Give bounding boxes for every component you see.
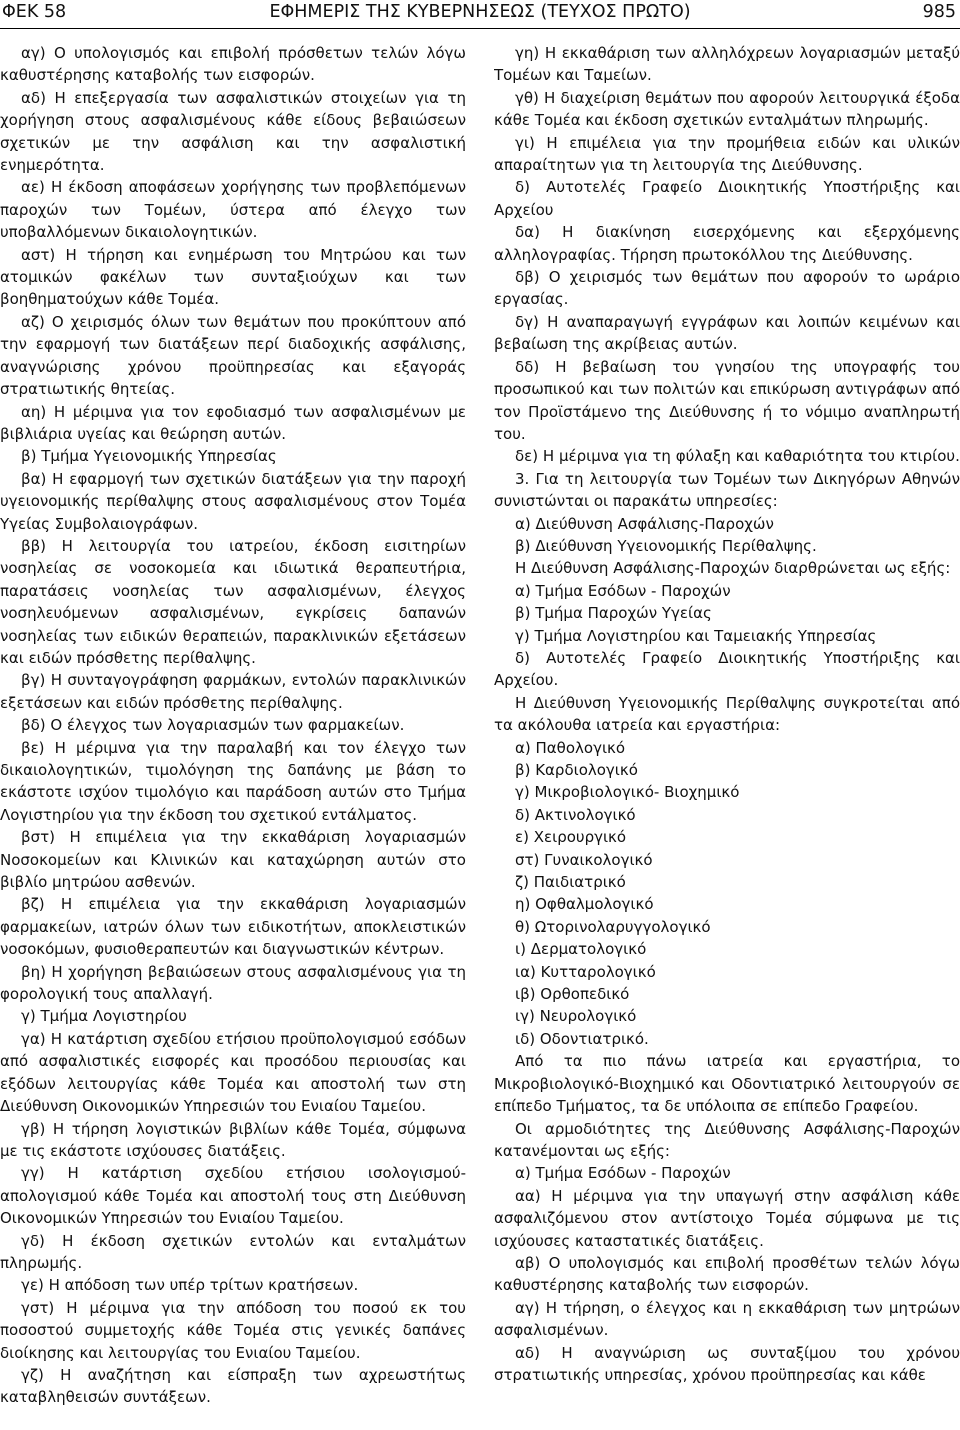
paragraph: β) Τμήμα Παροχών Υγείας <box>515 604 712 623</box>
paragraph: βα) Η εφαρμογή των σχετικών διατάξεων για την παροχή υγειονομικής περίθαλψης στους ασφαλισμένους στον Τομέα Υγείας Συμβολαιογράφων. <box>0 469 466 533</box>
paragraph: γστ) Η μέριμνα για την απόδοση του ποσού εκ του ποσοστού συμμετοχής κάθε Τομέα στις γενικές δαπάνες διοίκησης και λειτουργίας του Ενιαίου Ταμείου. <box>0 1298 466 1362</box>
paragraph: β) Διεύθυνση Υγειονομικής Περίθαλψης. <box>515 536 817 555</box>
paragraph: αζ) Ο χειρισμός όλων των θεμάτων που προκύπτουν από την εφαρμογή των διατάξεων περί διαδοχικής ασφάλισης, αναγνώρισης χρόνου προϋπηρεσίας και εξαγοράς στρατιωτικής θητείας. <box>0 312 466 399</box>
paragraph: γ) Μικροβιολογικό- Βιοχημικό <box>515 783 740 802</box>
paragraph: Οι αρμοδιότητες της Διεύθυνσης Ασφάλισης-Παροχών κατανέμονται ως εξής: <box>494 1119 960 1160</box>
paragraph: γδ) Η έκδοση σχετικών εντολών και ενταλμάτων πληρωμής. <box>0 1231 466 1272</box>
paragraph: ι) Δερματολογικό <box>515 940 647 959</box>
paragraph: βγ) Η συνταγογράφηση φαρμάκων, εντολών παρακλινικών εξετάσεων και ειδών πρόσθετης περίθαλψης. <box>0 671 466 712</box>
paragraph: αδ) Η αναγνώριση ως συνταξίμου του χρόνου στρατιωτικής υπηρεσίας, χρόνου προϋπηρεσίας και κάθε <box>494 1343 960 1384</box>
paragraph: αε) Η έκδοση αποφάσεων χορήγησης των προβλεπόμενων παροχών των Τομέων, ύστερα από έλεγχο των υποβαλλόμενων δικαιολογητικών. <box>0 178 466 242</box>
left-column <box>0 42 466 1427</box>
paragraph: β) Τμήμα Υγειονομικής Υπηρεσίας <box>21 447 277 466</box>
paragraph: ιδ) Οδοντιατρικό. <box>515 1029 649 1048</box>
paragraph: γι) Η επιμέλεια για την προμήθεια ειδών και υλικών απαραίτητων για τη λειτουργία της Διεύθυνσης. <box>494 133 960 175</box>
paragraph: Η Διεύθυνση Ασφάλισης-Παροχών διαρθρώνεται ως εξής: <box>515 559 951 578</box>
paragraph: αγ) Ο υπολογισμός και επιβολή πρόσθετων τελών λόγω καθυστέρησης καταβολής των εισφορών. <box>0 44 466 85</box>
paragraph: ββ) Η λειτουργία του ιατρείου, έκδοση εισιτηρίων νοσηλείας σε νοσοκομεία και ιδιωτικά θεραπευτήρια, παρατάσεις νοσηλείας των ασφαλισμένων, έλεγχος νοσηλευόμενων ασφαλισμένων, εγκρίσεις δαπανών νοσηλείας των ειδικών θεραπειών, παρακλινικών εξετάσεων και ειδών πρόσθετης περίθαλψης. <box>0 536 466 667</box>
paragraph: αστ) Η τήρηση και ενημέρωση του Μητρώου και των ατομικών φακέλων των συνταξιούχων και των βοηθηματούχων κάθε Τομέα. <box>0 245 466 309</box>
paragraph: στ) Γυναικολογικό <box>515 850 653 869</box>
paragraph: α) Παθολογικό <box>515 738 626 757</box>
paragraph: 3. Για τη λειτουργία των Τομέων των Δικηγόρων Αθηνών συνιστώνται οι παρακάτω υπηρεσίες: <box>494 469 960 511</box>
paragraph: θ) Ωτορινολαρυγγολογικό <box>515 917 711 936</box>
paragraph: δα) Η διακίνηση εισερχόμενης και εξερχόμενης αλληλογραφίας. Τήρηση πρωτοκόλλου της Διεύθυνσης. <box>494 223 960 264</box>
gazette-title: ΕΦΗΜΕΡΙΣ ΤΗΣ ΚΥΒΕΡΝΗΣΕΩΣ (ΤΕΥΧΟΣ ΠΡΩΤΟ) <box>269 2 691 22</box>
paragraph: δγ) Η αναπαραγωγή εγγράφων και λοιπών κειμένων και βεβαίωση της ακρίβειας αυτών. <box>494 312 960 354</box>
paragraph: αη) Η μέριμνα για τον εφοδιασμό των ασφαλισμένων με βιβλιάρια υγείας και θεώρηση αυτών. <box>0 402 466 443</box>
paragraph: βε) Η μέριμνα για την παραλαβή και τον έλεγχο των δικαιολογητικών, τιμολόγηση της δαπάνης με βάση το εκάστοτε ισχύον τιμολόγιο και παράδοση αυτών στο Τμήμα Λογιστηρίου για την έκδοση του σχετικού εντάλματος. <box>0 738 466 824</box>
paragraph: β) Καρδιολογικό <box>515 761 638 779</box>
paragraph: γζ) Η αναζήτηση και είσπραξη των αχρεωστήτως καταβληθεισών συντάξεων. <box>0 1365 466 1407</box>
paragraph: γα) Η κατάρτιση σχεδίου ετήσιου προϋπολογισμού εσόδων από ασφαλιστικές εισφορές και προσόδου περιουσίας και εξόδων λειτουργίας κάθε Τομέα και αποστολή των στη Διεύθυνση Οικονομικών Υπηρεσιών του Ενιαίου Ταμείου. <box>0 1029 466 1116</box>
paragraph: δδ) Η βεβαίωση του γνησίου της υπογραφής του προσωπικού και των πολιτών και επικύρωση αντιγράφων από τον Προϊστάμενο της Διεύθυνσης ή το νόμιμο αναπληρωτή του. <box>494 357 960 443</box>
paragraph: βστ) Η επιμέλεια για την εκκαθάριση λογαριασμών Νοσοκομείων και Κλινικών και καταχώρηση αυτών στο βιβλίο μητρώου ασθενών. <box>0 828 466 892</box>
paragraph: αδ) Η επεξεργασία των ασφαλιστικών στοιχείων για τη χορήγηση στους ασφαλισμένους κάθε είδους βεβαιώσεων σχετικών με την ασφάλιση και την ασφαλιστική ενημερότητα. <box>0 88 466 175</box>
paragraph: ιβ) Ορθοπεδικό <box>515 985 630 1004</box>
issue-number: ΦΕΚ 58 <box>2 2 67 22</box>
paragraph: δε) Η μέριμνα για τη φύλαξη και καθαριότητα του κτιρίου. <box>515 447 960 466</box>
paragraph: δ) Ακτινολογικό <box>515 805 636 824</box>
paragraph: βδ) Ο έλεγχος των λογαριασμών των φαρμακείων. <box>21 716 405 735</box>
paragraph: γε) Η απόδοση των υπέρ τρίτων κρατήσεων. <box>21 1276 359 1295</box>
paragraph: γη) Η εκκαθάριση των αλληλόχρεων λογαριασμών μεταξύ Τομέων και Ταμείων. <box>494 44 960 85</box>
paragraph: ια) Κυτταρολογικό <box>515 962 656 981</box>
page-header <box>0 0 960 30</box>
paragraph: γθ) Η διαχείριση θεμάτων που αφορούν λειτουργικά έξοδα κάθε Τομέα και έκδοση σχετικών ενταλμάτων πληρωμής. <box>494 88 960 130</box>
paragraph: δ) Αυτοτελές Γραφείο Διοικητικής Υποστήριξης και Αρχείου <box>494 178 960 219</box>
paragraph: βζ) Η επιμέλεια για την εκκαθάριση λογαριασμών φαρμακείων, ιατρών όλων των ειδικοτήτων, αποκλειστικών νοσοκόμων, φυσιοθεραπευτών και διαγνωστικών κέντρων. <box>0 895 466 959</box>
paragraph: δβ) Ο χειρισμός των θεμάτων που αφορούν το ωράριο εργασίας. <box>494 268 960 309</box>
paragraph: γ) Τμήμα Λογιστηρίου <box>21 1007 187 1026</box>
paragraph: α) Τμήμα Εσόδων - Παροχών <box>515 1164 731 1183</box>
header-rule <box>0 28 960 29</box>
paragraph: α) Διεύθυνση Ασφάλισης-Παροχών <box>515 514 774 533</box>
paragraph: αγ) Η τήρηση, ο έλεγχος και η εκκαθάριση των μητρώων ασφαλισμένων. <box>494 1298 960 1340</box>
paragraph: γ) Τμήμα Λογιστηρίου και Ταμειακής Υπηρεσίας <box>515 626 877 645</box>
paragraph: αα) Η μέριμνα για την υπαγωγή στην ασφάλιση κάθε ασφαλιζόμενου στον αντίστοιχο Τομέα σύμφωνα με τις ισχύουσες καταστατικές διατάξεις. <box>494 1186 960 1250</box>
paragraph: α) Τμήμα Εσόδων - Παροχών <box>515 581 731 600</box>
paragraph: γβ) Η τήρηση λογιστικών βιβλίων κάθε Τομέα, σύμφωνα με τις εκάστοτε ισχύουσες διατάξεις. <box>0 1119 466 1160</box>
paragraph: γγ) Η κατάρτιση σχεδίου ετήσιου ισολογισμού-απολογισμού κάθε Τομέα και αποστολή τους στη Διεύθυνση Οικονομικών Υπηρεσιών του Ενιαίου Ταμείου. <box>0 1164 466 1228</box>
paragraph: Από τα πιο πάνω ιατρεία και εργαστήρια, το Μικροβιολογικό-Βιοχημικό και Οδοντιατρικό λειτουργούν σε επίπεδο Τμήματος, τα δε υπόλοιπα σε επίπεδο Γραφείου. <box>494 1052 960 1116</box>
paragraph: βη) Η χορήγηση βεβαιώσεων στους ασφαλισμένους για τη φορολογική τους απαλλαγή. <box>0 962 466 1004</box>
paragraph: δ) Αυτοτελές Γραφείο Διοικητικής Υποστήριξης και Αρχείου. <box>494 648 960 690</box>
paragraph: ε) Χειρουργικό <box>515 828 627 847</box>
paragraph: ιγ) Νευρολογικό <box>515 1007 637 1026</box>
right-column <box>494 42 960 1427</box>
paragraph: ζ) Παιδιατρικό <box>515 873 626 892</box>
paragraph: αβ) Ο υπολογισμός και επιβολή προσθέτων τελών λόγω καθυστέρησης καταβολής των εισφορών. <box>494 1253 960 1295</box>
paragraph: η) Οφθαλμολογικό <box>515 895 654 914</box>
page-number: 985 <box>922 2 956 22</box>
paragraph: Η Διεύθυνση Υγειονομικής Περίθαλψης συγκροτείται από τα ακόλουθα ιατρεία και εργαστήρια: <box>494 693 960 735</box>
